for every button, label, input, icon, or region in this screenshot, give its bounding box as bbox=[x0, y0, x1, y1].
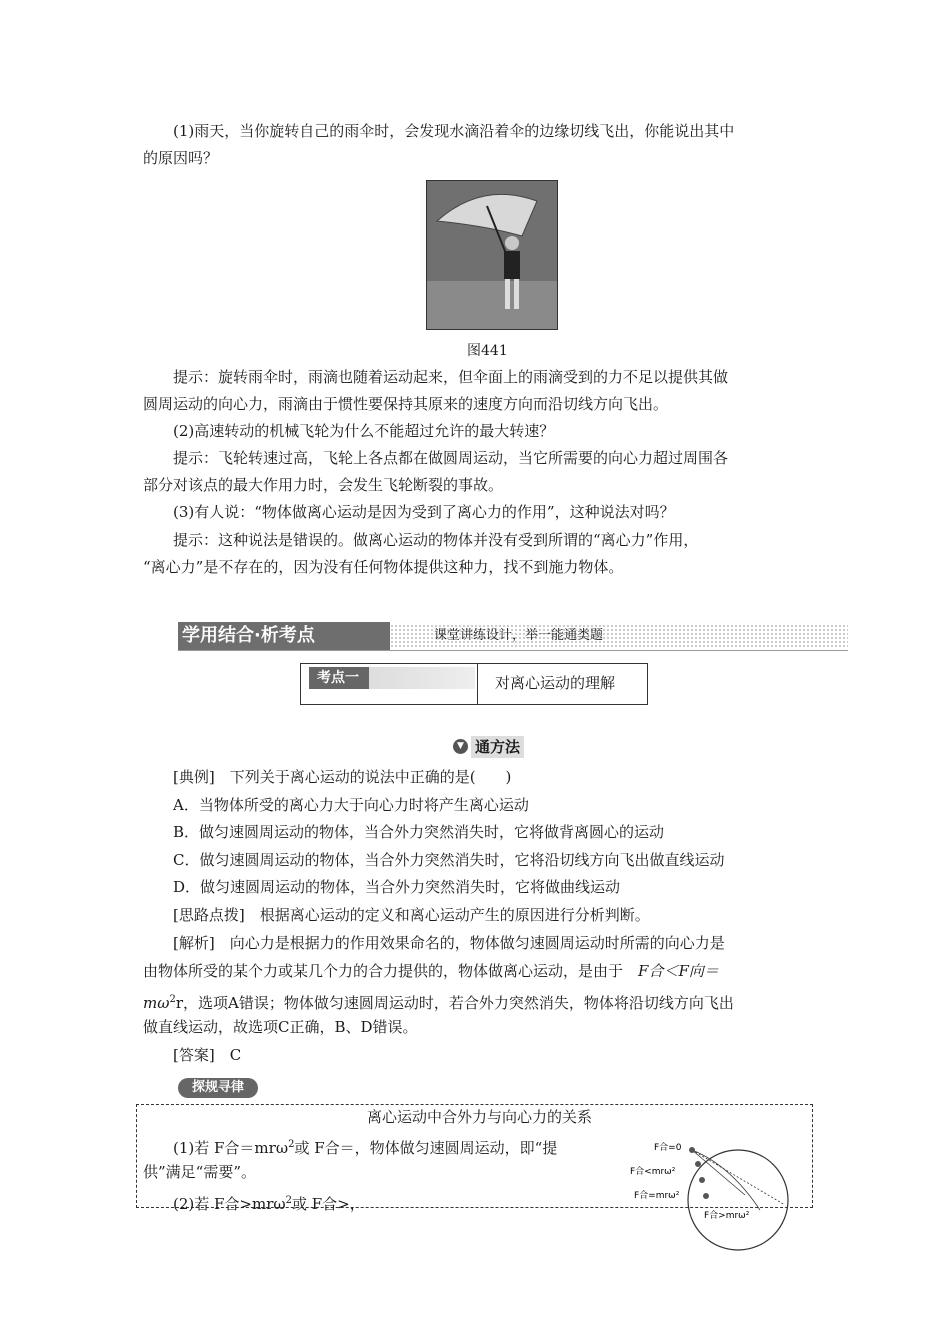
diagram-label-1: F合=0 bbox=[654, 1143, 682, 1153]
answer-3: 提示：这种说法是错误的。做离心运动的物体并没有受到所谓的“离心力”作用， bbox=[173, 531, 699, 549]
option-c: C．做匀速圆周运动的物体，当合外力突然消失时，它将沿切线方向飞出做直线运动 bbox=[173, 851, 725, 869]
question-1-cont: 的原因吗？ bbox=[143, 149, 219, 167]
figure-caption: 图441 bbox=[467, 343, 508, 359]
kaodian-tag: 考点一 bbox=[309, 667, 475, 689]
diagram-label-2: F合<mrω² bbox=[630, 1167, 676, 1177]
answer: [答案] C bbox=[173, 1046, 242, 1064]
analysis-3: $m\omega^2r$，选项A错误；物体做匀速圆周运动时，若合外力突然消失，物体将沿切线方向飞出 bbox=[143, 994, 734, 1012]
answer-3-cont: “离心力”是不存在的，因为没有任何物体提供这种力，找不到施力物体。 bbox=[143, 558, 624, 576]
rule-line-3: (2)若 F合>mrω$^2$或 F合>， bbox=[173, 1195, 365, 1213]
banner-subtitle: 课堂讲练设计，举一能通类题 bbox=[390, 624, 848, 648]
question-1: (1)雨天，当你旋转自己的雨伞时，会发现水滴沿着伞的边缘切线飞出，你能说出其中 bbox=[173, 122, 735, 140]
analysis-2: 由物体所受的某个力或某几个力的合力提供的，物体做离心运动，是由于 F合＜F向＝ bbox=[143, 962, 719, 980]
rule-box-title: 离心运动中合外力与向心力的关系 bbox=[367, 1108, 593, 1126]
centrifugal-diagram bbox=[620, 1130, 795, 1259]
example-stem: [典例] 下列关于离心运动的说法中正确的是( ) bbox=[173, 768, 512, 786]
analysis-4: 做直线运动，故选项C正确，B、D错误。 bbox=[143, 1018, 418, 1036]
rule-line-2: 供”满足“需要”。 bbox=[143, 1163, 257, 1181]
hint: [思路点拨] 根据离心运动的定义和离心运动产生的原因进行分析判断。 bbox=[173, 906, 650, 924]
answer-1-cont: 圆周运动的向心力，雨滴由于惯性要保持其原来的速度方向而沿切线方向飞出。 bbox=[143, 395, 669, 413]
rule-line-1: (1)若 F合＝mrω$^2$或 F合＝，物体做匀速圆周运动，即“提 bbox=[173, 1139, 558, 1157]
banner-title: 学用结合·析考点 bbox=[178, 622, 390, 650]
chevron-down-icon: ▼ bbox=[453, 739, 468, 754]
kaodian-divider bbox=[477, 664, 478, 704]
option-b: B．做匀速圆周运动的物体，当合外力突然消失时，它将做背离圆心的运动 bbox=[173, 823, 665, 841]
question-2: (2)高速转动的机械飞轮为什么不能超过允许的最大转速？ bbox=[173, 422, 555, 440]
option-d: D．做匀速圆周运动的物体，当合外力突然消失时，它将做曲线运动 bbox=[173, 878, 621, 896]
rule-tag: 探规寻律 bbox=[178, 1078, 258, 1098]
answer-2: 提示：飞轮转速过高，飞轮上各点都在做圆周运动，当它所需要的向心力超过周围各 bbox=[173, 449, 729, 467]
question-3: (3)有人说：“物体做离心运动是因为受到了离心力的作用”，这种说法对吗？ bbox=[173, 503, 675, 521]
diagram-label-4: F合>mrω² bbox=[704, 1211, 750, 1221]
analysis-1: [解析] 向心力是根据力的作用效果命名的，物体做匀速圆周运动时所需的向心力是 bbox=[173, 934, 725, 952]
tongfangfa-label: ▼ 通方法 bbox=[453, 736, 529, 758]
kaodian-box bbox=[300, 663, 648, 705]
answer-2-cont: 部分对该点的最大作用力时，会发生飞轮断裂的事故。 bbox=[143, 476, 504, 494]
umbrella-photo bbox=[426, 180, 558, 330]
answer-1: 提示：旋转雨伞时，雨滴也随着运动起来，但伞面上的雨滴受到的力不足以提供其做 bbox=[173, 368, 729, 386]
section-banner bbox=[178, 622, 848, 651]
kaodian-title: 对离心运动的理解 bbox=[495, 674, 616, 692]
option-a: A．当物体所受的离心力大于向心力时将产生离心运动 bbox=[173, 796, 529, 814]
diagram-label-3: F合=mrω² bbox=[634, 1191, 680, 1201]
